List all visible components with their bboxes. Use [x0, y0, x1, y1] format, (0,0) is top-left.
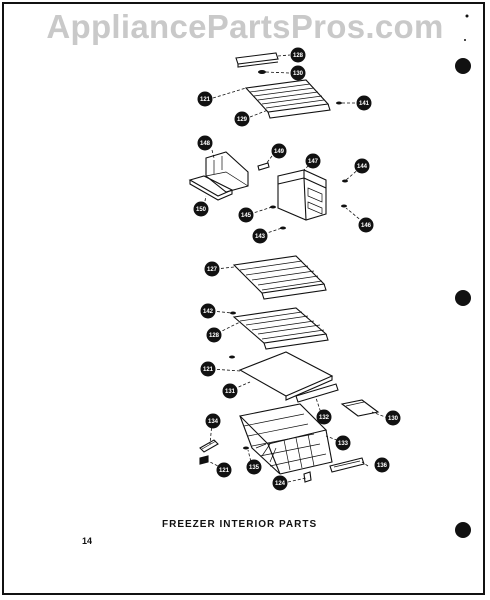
- callout-128-top: [291, 48, 306, 63]
- svg-text:134: 134: [207, 419, 219, 425]
- door-bracket-left: [206, 152, 248, 192]
- callout-127: [205, 262, 220, 277]
- svg-text:145: 145: [240, 213, 252, 219]
- callout-134: [206, 414, 221, 429]
- tray-small-left: [190, 176, 232, 200]
- binder-hole-2: [455, 290, 471, 306]
- clip-shelf-left-2: [229, 356, 235, 359]
- basket-slide-left: [200, 440, 218, 452]
- callout-131: [223, 384, 238, 399]
- page-number: 14: [82, 536, 93, 546]
- svg-text:147: 147: [307, 159, 319, 165]
- screw-upper: [258, 163, 269, 170]
- svg-text:146: 146: [360, 223, 372, 229]
- svg-text:149: 149: [273, 149, 285, 155]
- callout-147: [306, 154, 321, 169]
- svg-text:129: 129: [236, 117, 248, 123]
- clip-right-lower: [341, 205, 347, 208]
- trim-strip-top: [236, 53, 278, 67]
- callout-129: [235, 112, 250, 127]
- callout-141: [357, 96, 372, 111]
- callout-121-mid: [201, 362, 216, 377]
- callout-130-lower: [386, 411, 401, 426]
- callout-130-top: [291, 66, 306, 81]
- svg-text:124: 124: [274, 481, 286, 487]
- callout-135: [247, 460, 262, 475]
- svg-text:128: 128: [292, 53, 304, 59]
- shelf-clip-right: [336, 102, 342, 105]
- site-watermark: AppliancePartsPros.com: [46, 8, 444, 45]
- svg-text:121: 121: [199, 97, 211, 103]
- svg-text:121: 121: [202, 367, 214, 373]
- svg-text:135: 135: [248, 465, 260, 471]
- callout-148: [198, 136, 213, 151]
- svg-text:142: 142: [202, 309, 214, 315]
- wire-shelf-top: [246, 80, 330, 118]
- svg-text:130: 130: [387, 416, 399, 422]
- svg-text:141: 141: [358, 101, 370, 107]
- callout-121-bottom: [217, 463, 232, 478]
- wire-shelf-lower: [234, 308, 328, 349]
- diagram-caption: FREEZER INTERIOR PARTS: [162, 519, 318, 530]
- callout-124: [273, 476, 288, 491]
- svg-text:127: 127: [206, 267, 218, 273]
- callout-149: [272, 144, 287, 159]
- callout-132: [317, 410, 332, 425]
- svg-text:136: 136: [376, 463, 388, 469]
- callout-145: [239, 208, 254, 223]
- callout-150: [194, 202, 209, 217]
- clip-small-top: [258, 70, 266, 74]
- svg-text:121: 121: [218, 468, 230, 474]
- ice-bin-box: [278, 170, 326, 220]
- wire-shelf-middle: [234, 256, 326, 299]
- svg-text:143: 143: [254, 234, 266, 240]
- leader-lines: [204, 55, 388, 482]
- callout-128-lower: [207, 328, 222, 343]
- callout-143: [253, 229, 268, 244]
- panel-shelf: [240, 352, 332, 400]
- svg-text:132: 132: [318, 415, 330, 421]
- clip-right-upper: [342, 180, 348, 183]
- callout-142: [201, 304, 216, 319]
- svg-text:130: 130: [292, 71, 304, 77]
- callout-121-top: [198, 92, 213, 107]
- callout-133: [336, 436, 351, 451]
- clip-shelf-left: [230, 312, 236, 315]
- binder-hole-3: [455, 522, 471, 538]
- clip-basket: [243, 447, 249, 450]
- svg-text:133: 133: [337, 441, 349, 447]
- binder-hole-1: [455, 58, 471, 74]
- svg-text:128: 128: [208, 333, 220, 339]
- callout-144: [355, 159, 370, 174]
- svg-text:148: 148: [199, 141, 211, 147]
- trim-strip-right: [342, 400, 378, 416]
- basket-slide-right: [330, 458, 364, 472]
- svg-text:144: 144: [356, 164, 368, 170]
- corner-mark-2: [464, 39, 466, 41]
- basket-stop: [304, 472, 311, 482]
- svg-text:150: 150: [195, 207, 207, 213]
- callout-146: [359, 218, 374, 233]
- corner-mark: [466, 15, 469, 18]
- callout-136: [375, 458, 390, 473]
- svg-text:131: 131: [224, 389, 236, 395]
